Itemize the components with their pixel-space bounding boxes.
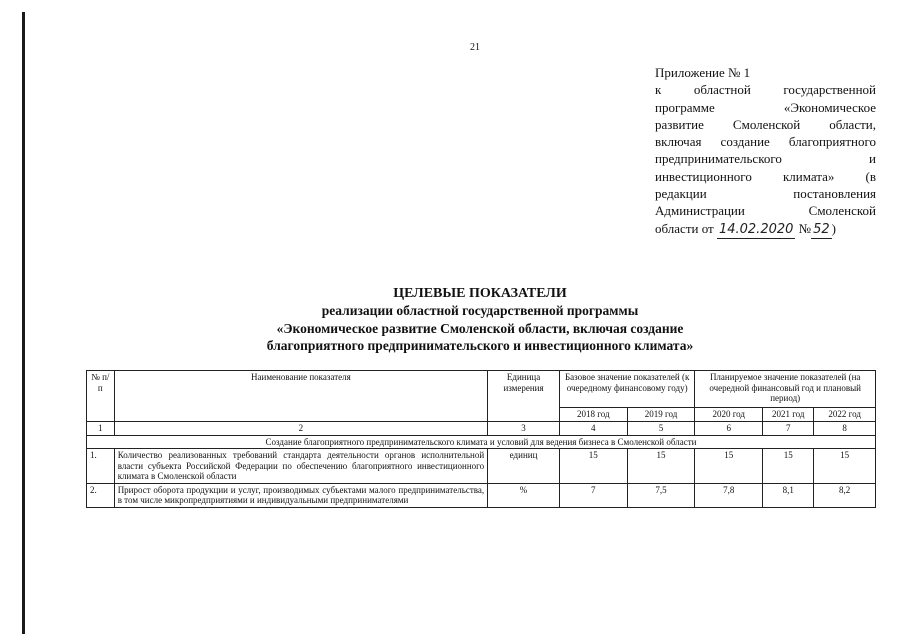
appendix-closing: ) [831, 220, 836, 236]
title-line-2: реализации областной государственной программы [321, 303, 639, 318]
table-header-row [87, 371, 876, 408]
header-year-2018: 2018 год [559, 407, 627, 421]
appendix-line: к областной государственной [655, 82, 876, 98]
column-number: 2 [114, 422, 487, 436]
handwritten-number: 52 [811, 221, 832, 239]
row-name: Количество реализованных требований стандарта деятельности органов исполнительной власти субъекта Российской Федерации по обеспечению благоприятного инвестиционного климата в Смоленской области [114, 449, 487, 484]
row-value-2021: 15 [763, 449, 814, 484]
row-value-2022: 8,2 [814, 483, 876, 507]
row-value-2019: 7,5 [627, 483, 695, 507]
header-year-2020: 2020 год [695, 407, 763, 421]
row-num: 1. [87, 449, 115, 484]
column-number: 1 [87, 422, 115, 436]
page-number: 21 [470, 42, 480, 53]
appendix-note [655, 64, 876, 239]
column-numbers-row [87, 422, 876, 436]
appendix-line: Администрации Смоленской [655, 203, 876, 219]
handwritten-date: 14.02.2020 [717, 221, 795, 239]
row-unit: % [488, 483, 560, 507]
appendix-line: развитие Смоленской области, [655, 116, 876, 132]
section-title: Создание благоприятного предпринимательского климата и условий для ведения бизнеса в Смоленской области [87, 435, 876, 449]
column-number: 7 [763, 422, 814, 436]
row-value-2020: 7,8 [695, 483, 763, 507]
header-year-2019: 2019 год [627, 407, 695, 421]
row-num: 2. [87, 483, 115, 507]
indicators-table [86, 370, 876, 508]
column-number: 4 [559, 422, 627, 436]
header-year-2021: 2021 год [763, 407, 814, 421]
appendix-line: инвестиционного климата» (в [655, 168, 876, 184]
header-year-2022: 2022 год [814, 407, 876, 421]
title-line-1: ЦЕЛЕВЫЕ ПОКАЗАТЕЛИ [393, 286, 567, 301]
appendix-line: Приложение № 1 [655, 65, 751, 80]
header-unit: Единица измерения [488, 371, 560, 422]
row-value-2018: 7 [559, 483, 627, 507]
section-row [87, 435, 876, 449]
row-unit: единиц [488, 449, 560, 484]
column-number: 8 [814, 422, 876, 436]
column-number: 3 [488, 422, 560, 436]
header-name: Наименование показателя [114, 371, 487, 422]
header-base: Базовое значение показателей (к очередному финансовому году) [559, 371, 694, 408]
appendix-line: предпринимательского и [655, 151, 876, 167]
document-title [100, 285, 860, 355]
title-line-3: «Экономическое развитие Смоленской области, включая создание [276, 320, 684, 336]
title-line-4: благоприятного предпринимательского и инвестиционного климата» [266, 338, 694, 353]
row-value-2022: 15 [814, 449, 876, 484]
appendix-date-prefix: области от [655, 220, 714, 236]
column-number: 6 [695, 422, 763, 436]
table-row [87, 483, 876, 507]
row-value-2021: 8,1 [763, 483, 814, 507]
appendix-line: включая создание благоприятного [655, 134, 876, 150]
row-value-2019: 15 [627, 449, 695, 484]
table-row [87, 449, 876, 484]
row-value-2020: 15 [695, 449, 763, 484]
appendix-line: редакции постановления [655, 186, 876, 202]
appendix-number-prefix: № [798, 220, 812, 236]
appendix-line: программе «Экономическое [655, 99, 876, 115]
header-num: № п/п [87, 371, 115, 422]
row-value-2018: 15 [559, 449, 627, 484]
header-planned: Планируемое значение показателей (на очередной финансовый год и плановый период) [695, 371, 876, 408]
row-name: Прирост оборота продукции и услуг, производимых субъектами малого предпринимательства, в том числе микропредприятиями и индивидуальными предпринимателями [114, 483, 487, 507]
column-number: 5 [627, 422, 695, 436]
scan-left-edge [22, 12, 25, 634]
appendix-date-line [655, 220, 876, 239]
